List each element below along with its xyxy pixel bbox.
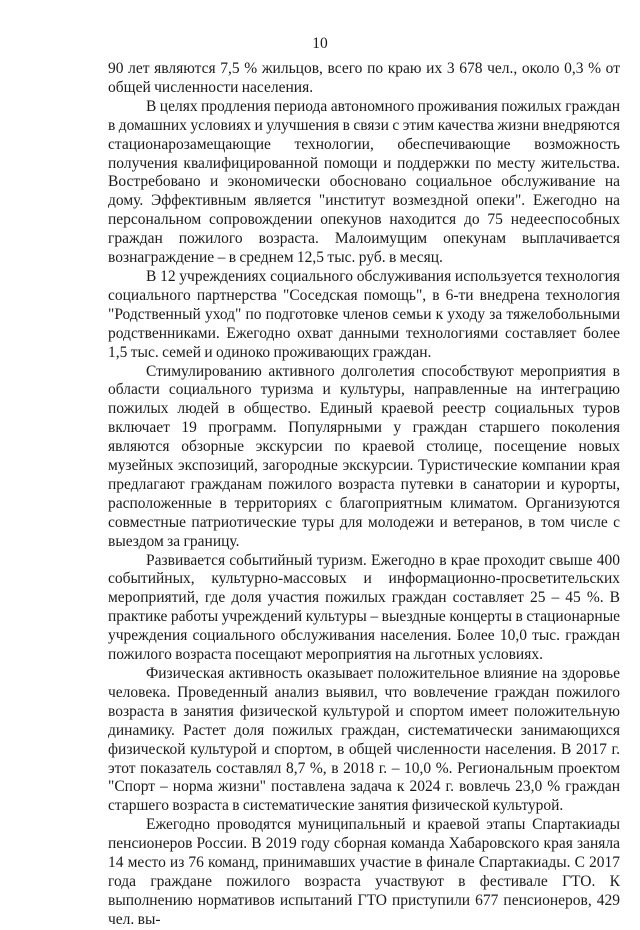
paragraph-autonomous-living: В целях продления периода автономного проживания пожилых граждан в домашних условиях и улучшения в связи с этим качества жизни внедряются стационарозамещающие технологии, обеспечивающие возможность получения квалифицированной помощи и поддержки по месту жительства. Востребовано и экономически обосновано социальное обслуживание на дому. Эффективным является "институт возмездной опеки". Ежегодно на персональном сопровождении опекунов находится до 75 недееспособных граждан пожилого возраста. Малоимущим опекунам выплачивается вознаграждение – в среднем 12,5 тыс. руб. в месяц. [108, 97, 620, 267]
page-number: 10 [312, 35, 328, 52]
paragraph-social-tourism: Стимулированию активного долголетия способствуют мероприятия в области социального туризма и культуры, направленные на интеграцию пожилых людей в общество. Единый краевой реестр социальных туров включает 19 программ. Популярными у граждан старшего поколения являются обзорные экскурсии по краевой столице, посещение новых музейных экспозиций, загородные экскурсии. Туристические компании края предлагают гражданам пожилого возраста путевки в санатории и курорты, расположенные в территориях с благоприятным климатом. Организуются совместные патриотические туры для молодежи и ветеранов, в том числе с выездом за границу. [108, 362, 620, 550]
paragraph-event-tourism: Развивается событийный туризм. Ежегодно в крае проходит свыше 400 событийных, культурно-массовых и информационно-просветительских мероприятий, где доля участия пожилых граждан составляет 25 – 45 %. В практике работы учреждений культуры – выездные концерты в стационарные учреждения социального обслуживания населения. Более 10,0 тыс. граждан пожилого возраста посещают мероприятия на льготных условиях. [108, 551, 620, 664]
document-body [108, 60, 620, 930]
paragraph-continuation: 90 лет являются 7,5 % жильцов, всего по краю их 3 678 чел., около 0,3 % от общей численности населения. [108, 60, 620, 96]
paragraph-social-partnership: В 12 учреждениях социального обслуживания используется технология социального партнерства "Соседская помощь", в 6-ти внедрена технология "Родственный уход" по подготовке членов семьи к уходу за тяжелобольными родственниками. Ежегодно охват данными технологиями составляет более 1,5 тыс. семей и одиноко проживающих граждан. [108, 267, 620, 361]
paragraph-physical-activity: Физическая активность оказывает положительное влияние на здоровье человека. Проведенный анализ выявил, что вовлечение граждан пожилого возраста в занятия физической культурой и спортом имеет положительную динамику. Растет доля пожилых граждан, систематически занимающихся физической культурой и спортом, в общей численности населения. В 2017 г. этот показатель составлял 8,7 %, в 2018 г. – 10,0 %. Региональным проектом "Спорт – норма жизни" поставлена задача к 2024 г. вовлечь 23,0 % граждан старшего возраста в систематические занятия физической культурой. [108, 665, 620, 815]
paragraph-spartakiad: Ежегодно проводятся муниципальный и краевой этапы Спартакиады пенсионеров России. В 2019 году сборная команда Хабаровского края заняла 14 место из 76 команд, принимавших участие в финале Спартакиады. С 2017 года граждане пожилого возраста участвуют в фестивале ГТО. К выполнению нормативов испытаний ГТО приступили 677 пенсионеров, 429 чел. вы- [108, 816, 620, 928]
